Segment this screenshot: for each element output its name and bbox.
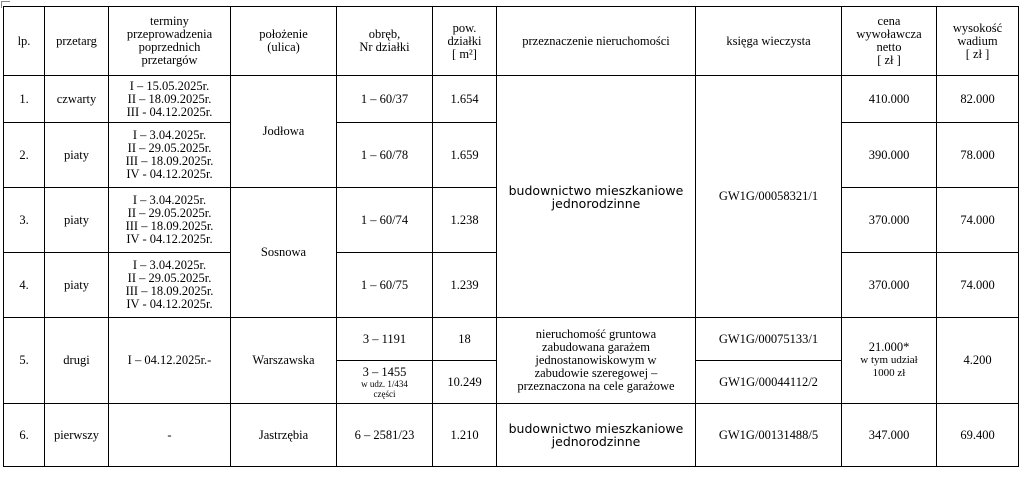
table-row [4, 76, 1019, 123]
cell-lp: 3. [4, 188, 45, 253]
cell-przetarg: piaty [45, 253, 109, 318]
cell-polozenie: Warszawska [231, 318, 337, 404]
cell-pow: 1.654 [433, 76, 497, 123]
header-wadium: wysokość wadium [ zł ] [937, 7, 1019, 76]
cell-terminy: I – 04.12.2025r.- [109, 318, 231, 404]
header-przeznaczenie: przeznaczenie nieruchomości [497, 7, 696, 76]
cell-obreb: 1 – 60/75 [337, 253, 433, 318]
table-row [4, 318, 1019, 361]
cell-przeznaczenie-merged: budownictwo mieszkaniowe jednorodzinne [497, 76, 696, 318]
cell-wadium: 82.000 [937, 76, 1019, 123]
auction-table [3, 6, 1019, 467]
cell-cena: 347.000 [842, 404, 937, 467]
cell-cena: 390.000 [842, 123, 937, 188]
cell-przetarg: piaty [45, 188, 109, 253]
cell-polozenie-sosnowa: Sosnowa [231, 188, 337, 318]
cell-polozenie-jodlowa: Jodłowa [231, 76, 337, 188]
cell-wadium: 69.400 [937, 404, 1019, 467]
table-row [4, 404, 1019, 467]
cell-terminy: I – 3.04.2025r. II – 29.05.2025r. III – 18.09.2025r. IV - 04.12.2025r. [109, 123, 231, 188]
header-terminy: terminy przeprowadzenia poprzednich przetargów [109, 7, 231, 76]
cell-ksiega: GW1G/00131488/5 [696, 404, 842, 467]
cell-obreb: 1 – 60/78 [337, 123, 433, 188]
header-obreb: obręb, Nr działki [337, 7, 433, 76]
cell-lp: 6. [4, 404, 45, 467]
cell-pow: 1.210 [433, 404, 497, 467]
cell-przetarg: piaty [45, 123, 109, 188]
cell-ksiega: GW1G/00075133/1 [696, 318, 842, 361]
header-cena: cena wywoławcza netto [ zł ] [842, 7, 937, 76]
cell-przetarg: drugi [45, 318, 109, 404]
header-przetarg: przetarg [45, 7, 109, 76]
cell-lp: 5. [4, 318, 45, 404]
cell-obreb: 3 – 1191 [337, 318, 433, 361]
cell-pow: 18 [433, 318, 497, 361]
cell-cena: 21.000* w tym udział 1000 zł [842, 318, 937, 404]
cell-obreb: 6 – 2581/23 [337, 404, 433, 467]
cell-cena: 370.000 [842, 253, 937, 318]
cell-przetarg: czwarty [45, 76, 109, 123]
cell-polozenie: Jastrzębia [231, 404, 337, 467]
cell-terminy: - [109, 404, 231, 467]
header-pow: pow. działki [ m²] [433, 7, 497, 76]
cell-przeznaczenie: nieruchomość gruntowa zabudowana garażem jednostanowiskowym w zabudowie szeregowej – przeznaczona na cele garażowe [497, 318, 696, 404]
header-polozenie: położenie (ulica) [231, 7, 337, 76]
cell-pow: 1.238 [433, 188, 497, 253]
cell-terminy: I – 15.05.2025r. II – 18.09.2025r. III - 04.12.2025r. [109, 76, 231, 123]
cell-pow: 10.249 [433, 361, 497, 404]
cell-terminy: I – 3.04.2025r. II – 29.05.2025r. III – 18.09.2025r. IV - 04.12.2025r. [109, 253, 231, 318]
cell-wadium: 74.000 [937, 253, 1019, 318]
header-row [4, 7, 1019, 76]
cell-pow: 1.659 [433, 123, 497, 188]
cell-cena: 370.000 [842, 188, 937, 253]
cell-obreb: 1 – 60/37 [337, 76, 433, 123]
cell-wadium: 78.000 [937, 123, 1019, 188]
cell-obreb: 3 – 1455 w udz. 1/434 części [337, 361, 433, 404]
header-lp: lp. [4, 7, 45, 76]
cell-lp: 4. [4, 253, 45, 318]
cell-wadium: 4.200 [937, 318, 1019, 404]
cell-cena: 410.000 [842, 76, 937, 123]
cell-przetarg: pierwszy [45, 404, 109, 467]
cell-ksiega-merged: GW1G/00058321/1 [696, 76, 842, 318]
cell-ksiega: GW1G/00044112/2 [696, 361, 842, 404]
cell-lp: 2. [4, 123, 45, 188]
header-ksiega: księga wieczysta [696, 7, 842, 76]
cell-przeznaczenie: budownictwo mieszkaniowe jednorodzinne [497, 404, 696, 467]
cell-lp: 1. [4, 76, 45, 123]
cell-obreb: 1 – 60/74 [337, 188, 433, 253]
cell-pow: 1.239 [433, 253, 497, 318]
cell-wadium: 74.000 [937, 188, 1019, 253]
cell-terminy: I – 3.04.2025r. II – 29.05.2025r. III – 18.09.2025r. IV - 04.12.2025r. [109, 188, 231, 253]
